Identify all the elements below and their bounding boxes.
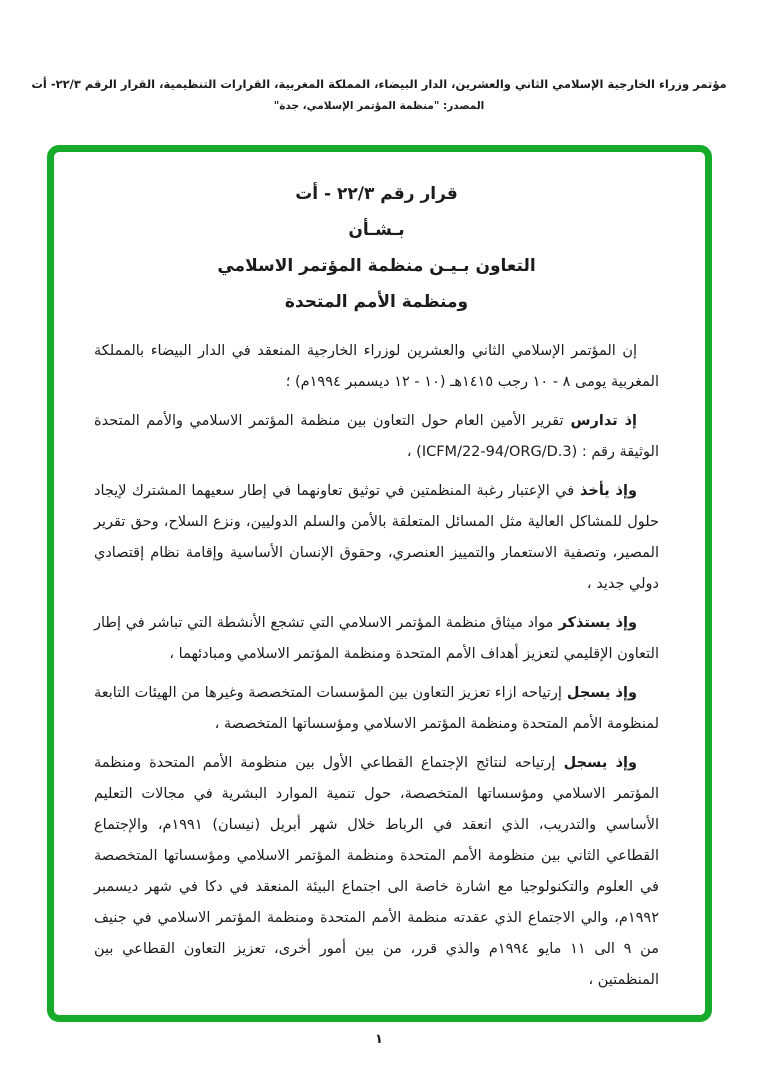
page-number: ١ <box>375 1032 383 1047</box>
paragraph-lead: وإذ يستذكر <box>553 615 637 631</box>
paragraph: إن المؤتمر الإسلامي الثاني والعشرين لوزراء الخارجية المنعقد في الدار البيضاء بالمملكة المغربية يومى ٨ - ١٠ رجب ١٤١٥هـ (١٠ - ١٢ ديسمبر ١٩٩٤م) ؛ <box>94 343 659 390</box>
paragraph-lead: وإذ يأخذ <box>574 483 637 499</box>
decision-title <box>94 176 659 320</box>
title-decision-number: قرار رقم ٢٢/٣ - أت <box>295 184 458 204</box>
title-subject-line-2: ومنظمة الأمم المتحدة <box>284 292 469 312</box>
paragraph: إذ تدارس تقرير الأمين العام حول التعاون بين منظمة المؤتمر الاسلامي والأمم المتحدة الوثيقة رقم : (ICFM/22-94/ORG/D.3) ، <box>94 413 659 460</box>
decision-body <box>94 336 659 996</box>
paragraph-lead: إذ تدارس <box>563 413 638 429</box>
paragraph-lead: وإذ يسجل <box>555 755 637 771</box>
paragraph: وإذ يستذكر مواد ميثاق منظمة المؤتمر الاسلامي التي تشجع الأنشطة التي تباشر في إطار التعاون الإقليمي لتعزيز أهداف الأمم المتحدة ومنظمة المؤتمر الاسلامي ومبادئهما ، <box>94 615 659 662</box>
paragraph: وإذ يأخذ في الإعتبار رغبة المنظمتين في توثيق تعاونهما في إطار سعيهما المشترك لإيجاد حلول للمشاكل العالية مثل المسائل المتعلقة بالأمن والسلم الدوليين، ونزع السلاح، وحق تقرير المصير، وتصفية الاستعمار والتمييز العنصري، وحقوق الإنسان الأساسية وإقامة نظام إقتصادي دولي جديد ، <box>94 483 659 592</box>
title-subject-line-1: التعاون بـيـن منظمة المؤتمر الاسلامي <box>217 256 536 276</box>
header-citation-line: مؤتمر وزراء الخارجية الإسلامي الثاني والعشرين، الدار البيضاء، المملكة المغربية، القرارات التنظيمية، القرار الرقم ٢٢/٣- أت <box>31 77 727 91</box>
decision-frame <box>47 145 712 1022</box>
header-source-line: المصدر: "منظمة المؤتمر الإسلامي، جدة" <box>273 100 485 112</box>
document-header <box>20 76 738 114</box>
paragraph-lead: وإذ يسجل <box>561 685 637 701</box>
title-regarding: بـشـأن <box>348 220 405 240</box>
paragraph: وإذ يسجل إرتياحه ازاء تعزيز التعاون بين المؤسسات المتخصصة وغيرها من الهيئات التابعة لمنظومة الأمم المتحدة ومنظمة المؤتمر الاسلامي ومؤسساتها المتخصصة ، <box>94 685 659 732</box>
paragraph: وإذ يسجل إرتياحه لنتائج الإجتماع القطاعي الأول بين منظومة الأمم المتحدة ومنظمة المؤتمر الاسلامي ومؤسساتها المتخصصة، حول تنمية الموارد البشرية في مجالات التعليم الأساسي والتدريب، الذي انعقد في الرباط خلال شهر أبريل (نيسان) ١٩٩١م، والإجتماع القطاعي الثاني بين منظومة الأمم المتحدة ومنظمة المؤتمر الاسلامي ومؤسساتها المتخصصة في العلوم والتكنولوجيا مع اشارة خاصة الى اجتماع البيئة المنعقد في دكا في شهر ديسمبر ١٩٩٢م، والي الاجتماع الذي عقدته منظمة الأمم المتحدة ومنظمة المؤتمر الاسلامي في جنيف من ٩ الى ١١ مايو ١٩٩٤م والذي قرر، من بين أمور أخرى، تعزيز التعاون القطاعي بين المنظمتين ، <box>94 755 659 988</box>
